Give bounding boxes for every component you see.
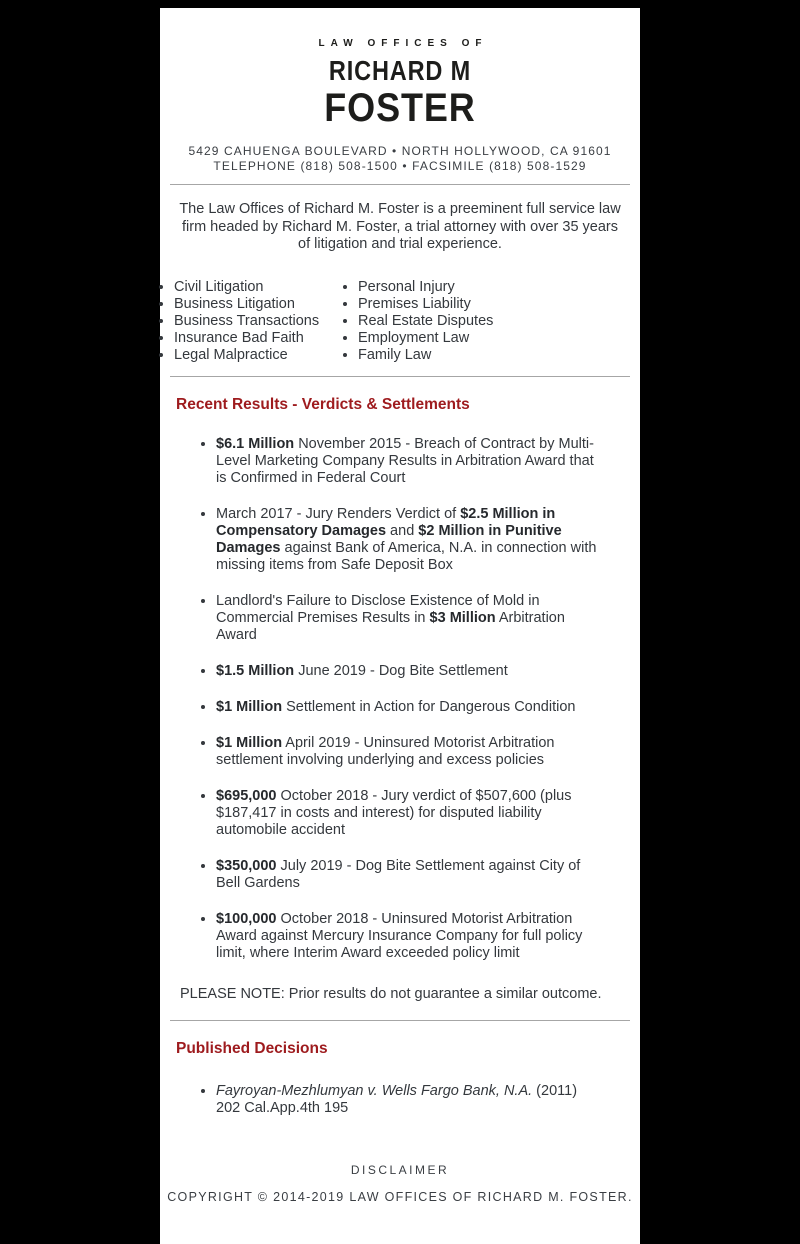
result-item: • $1 Million Settlement in Action for Dangerous Condition <box>216 699 598 716</box>
divider <box>170 184 630 185</box>
copyright-line: COPYRIGHT © 2014-2019 LAW OFFICES OF RICHARD M. FOSTER. <box>167 1189 633 1204</box>
practice-areas <box>160 279 640 364</box>
divider <box>170 376 630 377</box>
practice-area-item: • Business Transactions <box>174 313 344 330</box>
address-line: 5429 CAHUENGA BOULEVARD • NORTH HOLLYWOOD, CA 91601 <box>188 144 612 158</box>
practice-area-item: • Legal Malpractice <box>174 347 344 364</box>
practice-areas-left-list <box>160 279 344 364</box>
divider <box>170 1020 630 1021</box>
result-item: • $350,000 July 2019 - Dog Bite Settlement against City of Bell Gardens <box>216 858 598 892</box>
result-item: • $100,000 October 2018 - Uninsured Motorist Arbitration Award against Mercury Insurance Company for full policy limit, where Interim Award exceeded policy limit <box>216 911 598 962</box>
result-item: • March 2017 - Jury Renders Verdict of $2.5 Million in Compensatory Damages and $2 Million in Punitive Damages against Bank of America, N.A. in connection with missing items from Safe Deposit Box <box>216 506 598 574</box>
practice-area-item: • Personal Injury <box>358 279 493 296</box>
result-item: • Landlord's Failure to Disclose Existence of Mold in Commercial Premises Results in $3 Million Arbitration Award <box>216 593 598 644</box>
logo-name-line1: RICHARD M <box>328 55 472 86</box>
prior-results-note: PLEASE NOTE: Prior results do not guarantee a similar outcome. <box>180 985 602 1002</box>
result-item: • $1.5 Million June 2019 - Dog Bite Settlement <box>216 663 598 680</box>
recent-results-heading: Recent Results - Verdicts & Settlements <box>176 395 470 413</box>
disclaimer-link[interactable]: DISCLAIMER <box>350 1162 450 1177</box>
practice-area-item: • Real Estate Disputes <box>358 313 493 330</box>
result-item: • $1 Million April 2019 - Uninsured Motorist Arbitration settlement involving underlying and excess policies <box>216 735 598 769</box>
published-decision-item: • Fayroyan-Mezhlumyan v. Wells Fargo Bank, N.A. (2011) 202 Cal.App.4th 195 <box>216 1083 598 1117</box>
firm-logo <box>160 38 640 128</box>
practice-area-item: • Insurance Bad Faith <box>174 330 344 347</box>
published-decisions-heading: Published Decisions <box>176 1039 328 1057</box>
logo-name-line2: FOSTER <box>324 86 476 130</box>
practice-area-item: • Employment Law <box>358 330 493 347</box>
practice-area-item: • Business Litigation <box>174 296 344 313</box>
practice-area-item: • Civil Litigation <box>174 279 344 296</box>
practice-areas-right-list <box>344 279 493 364</box>
results-list <box>160 436 640 962</box>
logo-tagline: LAW OFFICES OF <box>318 38 488 49</box>
intro-paragraph: The Law Offices of Richard M. Foster is a preeminent full service law firm headed by Richard M. Foster, a trial attorney with over 35 years of litigation and trial experience. <box>179 201 621 252</box>
practice-area-item: • Family Law <box>358 347 493 364</box>
phone-fax-line: TELEPHONE (818) 508-1500 • FACSIMILE (818) 508-1529 <box>213 159 587 173</box>
contact-block <box>160 144 640 174</box>
published-decisions-list <box>160 1083 640 1117</box>
result-item: • $695,000 October 2018 - Jury verdict of $507,600 (plus $187,417 in costs and interest) for disputed liability automobile accident <box>216 788 598 839</box>
result-item: • $6.1 Million November 2015 - Breach of Contract by Multi-Level Marketing Company Results in Arbitration Award that is Confirmed in Federal Court <box>216 436 598 487</box>
practice-area-item: • Premises Liability <box>358 296 493 313</box>
content-card <box>160 8 640 1244</box>
